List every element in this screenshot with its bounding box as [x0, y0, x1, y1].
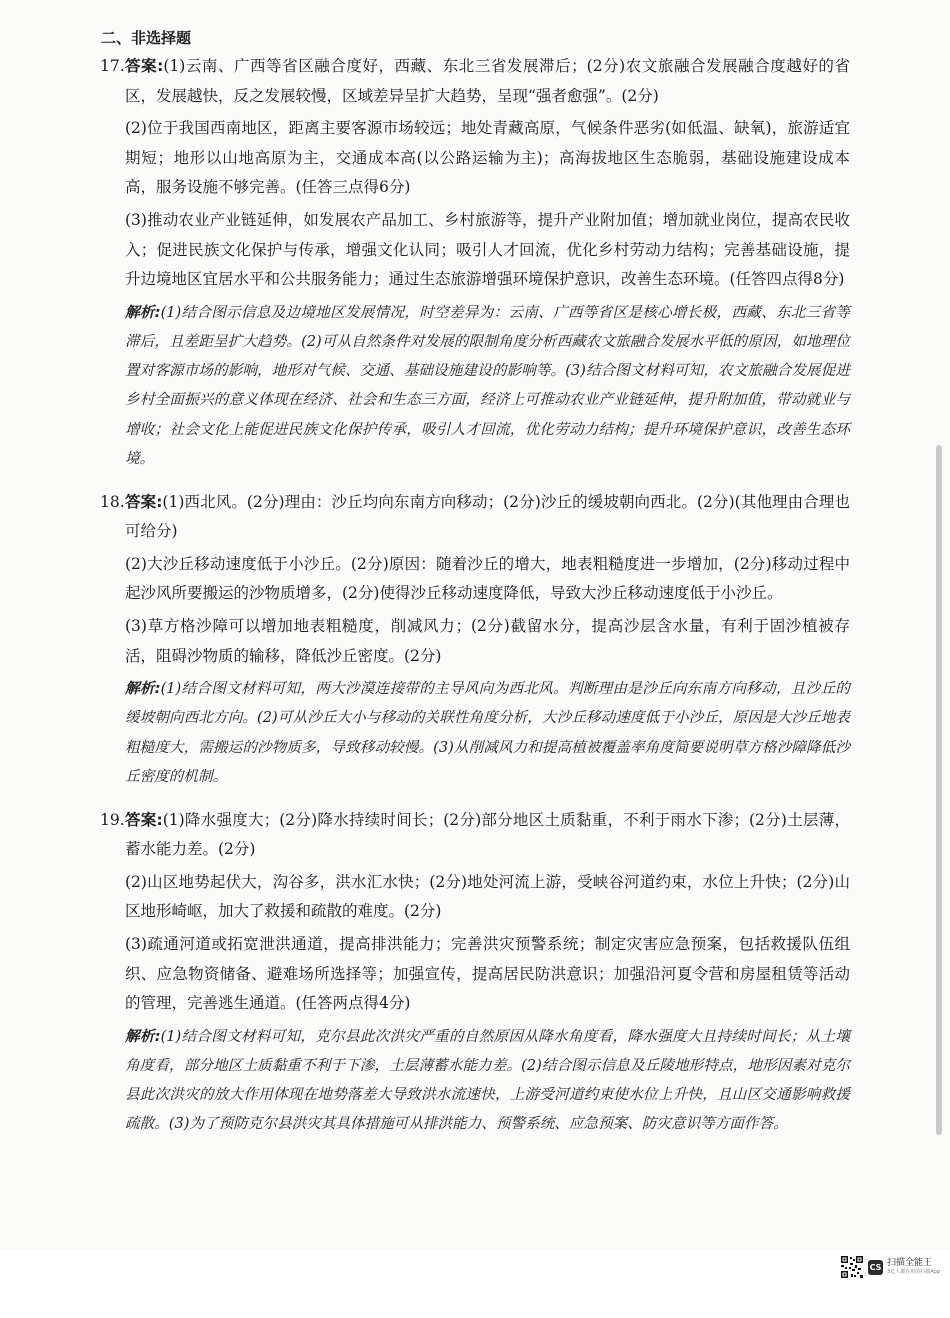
answer-paragraph: (3)推动农业产业链延伸，如发展农产品加工、乡村旅游等，提升产业附加值；增加就业岗位，提高农民收入；促进民族文化保护与传承，增强文化认同；吸引人才回流，优化乡村劳动力结构；完善基础设施，提升边境地区宜居水平和公共服务能力；通过生态旅游增强环境保护意识，改善生态环境。(任答四点得8分)	[125, 210, 850, 289]
answer-paragraph: (2)大沙丘移动速度低于小沙丘。(2分)原因：随着沙丘的增大，地表粗糙度进一步增加，(2分)移动过程中起沙风所要搬运的沙物质增多，(2分)使得沙丘移动速度降低，导致大沙丘移动速度低于小沙丘。	[125, 554, 850, 603]
question-number: 18.	[100, 492, 125, 511]
answer-text: (1)西北风。(2分)理由：沙丘均向东南方向移动；(2分)沙丘的缓坡朝向西北。(2分)(其他理由合理也可给分)	[125, 492, 850, 541]
question-18	[100, 488, 850, 791]
explanation-label: 解析	[125, 1027, 155, 1045]
explanation-label: 解析	[125, 303, 155, 321]
answer-paragraph: (3)草方格沙障可以增加地表粗糙度，削减风力；(2分)截留水分，提高沙层含水量，有利于固沙植被存活，阻碍沙物质的输移，降低沙丘密度。(2分)	[125, 616, 850, 665]
question-number: 19.	[100, 810, 125, 829]
brand-name: 扫描全能王	[887, 1258, 933, 1268]
explanation-paragraph: 解析:(1)结合图示信息及边境地区发展情况，时空差异为：云南、广西等省区是核心增长极，西藏、东北三省等滞后，且差距呈扩大趋势。(2)可从自然条件对发展的限制角度分析西藏农文旅融合发展水平低的原因，如地理位置对客源市场的影响，地形对气候、交通、基础设施建设的影响等。(3)结合图文材料可知，农文旅融合发展促进乡村全面振兴的意义体现在经济、社会和生态三方面，经济上可推动农业产业链延伸，提升附加值，带动就业与增收；社会文化上能促进民族文化保护传承，吸引人才回流，优化劳动力结构；提升环境保护意识，改善生态环境。	[125, 303, 850, 467]
answer-paragraph: (3)疏通河道或拓宽泄洪通道，提高排洪能力；完善洪灾预警系统；制定灾害应急预案，包括救援队伍组织、应急物资储备、避难场所选择等；加强宣传，提高居民防洪意识；加强沿河夏令营和房屋租赁等活动的管理，完善逃生通道。(任答两点得4分)	[125, 934, 850, 1013]
brand-slogan: 3亿人都在用的扫描App	[887, 1269, 940, 1275]
qr-code-icon	[840, 1255, 864, 1279]
answer-paragraph: 答案:(1)降水强度大；(2分)降水持续时间长；(2分)部分地区土质黏重，不利于雨水下渗；(2分)土层薄，蓄水能力差。(2分)	[125, 810, 850, 859]
answer-paragraph: 答案:(1)云南、广西等省区融合度好，西藏、东北三省发展滞后；(2分)农文旅融合发展融合度越好的省区，发展越快，反之发展较慢，区域差异呈扩大趋势，呈现“强者愈强”。(2分)	[125, 57, 850, 105]
answer-label: 答案	[125, 810, 157, 829]
explanation-paragraph: 解析:(1)结合图文材料可知，两大沙漠连接带的主导风向为西北风。判断理由是沙丘向东南方向移动，且沙丘的缓坡朝向西北方向。(2)可从沙丘大小与移动的关联性角度分析，大沙丘移动速度低于小沙丘，原因是大沙丘地表粗糙度大，需搬运的沙物质多，导致移动较慢。(3)从削减风力和提高植被覆盖率角度简要说明草方格沙障降低沙丘密度的机制。	[125, 680, 850, 785]
brand-block	[887, 1259, 940, 1275]
answer-paragraph: 答案:(1)西北风。(2分)理由：沙丘均向东南方向移动；(2分)沙丘的缓坡朝向西北。(2分)(其他理由合理也可给分)	[125, 492, 850, 541]
answer-label: 答案	[125, 57, 158, 75]
scanner-watermark	[840, 1252, 940, 1282]
document-content	[100, 24, 850, 1153]
answer-paragraph: (2)山区地势起伏大，沟谷多，洪水汇水快；(2分)地处河流上游，受峡谷河道约束，水位上升快；(2分)山区地形崎岖，加大了救援和疏散的难度。(2分)	[125, 872, 850, 921]
vertical-scrollbar[interactable]	[936, 445, 942, 1135]
explanation-text: (1)结合图文材料可知，克尔县此次洪灾严重的自然原因从降水角度看，降水强度大且持续时间长；从土壤角度看，部分地区土质黏重不利于下渗，土层薄蓄水能力差。(2)结合图示信息及丘陵地形特点，地形因素对克尔县此次洪灾的放大作用体现在地势落差大导致洪水流速快，上游受河道约束使水位上升快，且山区交通影响救援疏散。(3)为了预防克尔县洪灾其具体措施可从排洪能力、预警系统、应急预案、防灾意识等方面作答。	[125, 1027, 850, 1133]
explanation-text: (1)结合图文材料可知，两大沙漠连接带的主导风向为西北风。判断理由是沙丘向东南方向移动，且沙丘的缓坡朝向西北方向。(2)可从沙丘大小与移动的关联性角度分析，大沙丘移动速度低于小沙丘，原因是大沙丘地表粗糙度大，需搬运的沙物质多，导致移动较慢。(3)从削减风力和提高植被覆盖率角度简要说明草方格沙障降低沙丘密度的机制。	[125, 680, 850, 785]
answer-text: (1)降水强度大；(2分)降水持续时间长；(2分)部分地区土质黏重，不利于雨水下渗；(2分)土层薄，蓄水能力差。(2分)	[125, 810, 850, 859]
answer-paragraph: (2)位于我国西南地区，距离主要客源市场较远；地处青藏高原，气候条件恶劣(如低温、缺氧)，旅游适宜期短；地形以山地高原为主，交通成本高(以公路运输为主)；高海拔地区生态脆弱，基础设施建设成本高，服务设施不够完善。(任答三点得6分)	[125, 119, 850, 197]
question-19	[100, 806, 850, 1139]
section-title: 二、非选择题	[101, 29, 192, 47]
explanation-label: 解析	[125, 680, 155, 698]
explanation-paragraph: 解析:(1)结合图文材料可知，克尔县此次洪灾严重的自然原因从降水角度看，降水强度大且持续时间长；从土壤角度看，部分地区土质黏重不利于下渗，土层薄蓄水能力差。(2)结合图示信息及丘陵地形特点，地形因素对克尔县此次洪灾的放大作用体现在地势落差大导致洪水流速快，上游受河道约束使水位上升快，且山区交通影响救援疏散。(3)为了预防克尔县洪灾其具体措施可从排洪能力、预警系统、应急预案、防灾意识等方面作答。	[125, 1027, 850, 1133]
question-number: 17.	[100, 57, 125, 75]
question-17	[100, 52, 850, 473]
camscanner-logo-icon: CS	[868, 1260, 883, 1275]
answer-label: 答案	[125, 492, 157, 511]
answer-text: (1)云南、广西等省区融合度好，西藏、东北三省发展滞后；(2分)农文旅融合发展融合度越好的省区，发展越快，反之发展较慢，区域差异呈扩大趋势，呈现“强者愈强”。(2分)	[125, 57, 850, 105]
explanation-text: (1)结合图示信息及边境地区发展情况，时空差异为：云南、广西等省区是核心增长极，西藏、东北三省等滞后，且差距呈扩大趋势。(2)可从自然条件对发展的限制角度分析西藏农文旅融合发展水平低的原因，如地理位置对客源市场的影响，地形对气候、交通、基础设施建设的影响等。(3)结合图文材料可知，农文旅融合发展促进乡村全面振兴的意义体现在经济、社会和生态三方面，经济上可推动农业产业链延伸，提升附加值，带动就业与增收；社会文化上能促进民族文化保护传承，吸引人才回流，优化劳动力结构；提升环境保护意识，改善生态环境。	[125, 303, 850, 467]
